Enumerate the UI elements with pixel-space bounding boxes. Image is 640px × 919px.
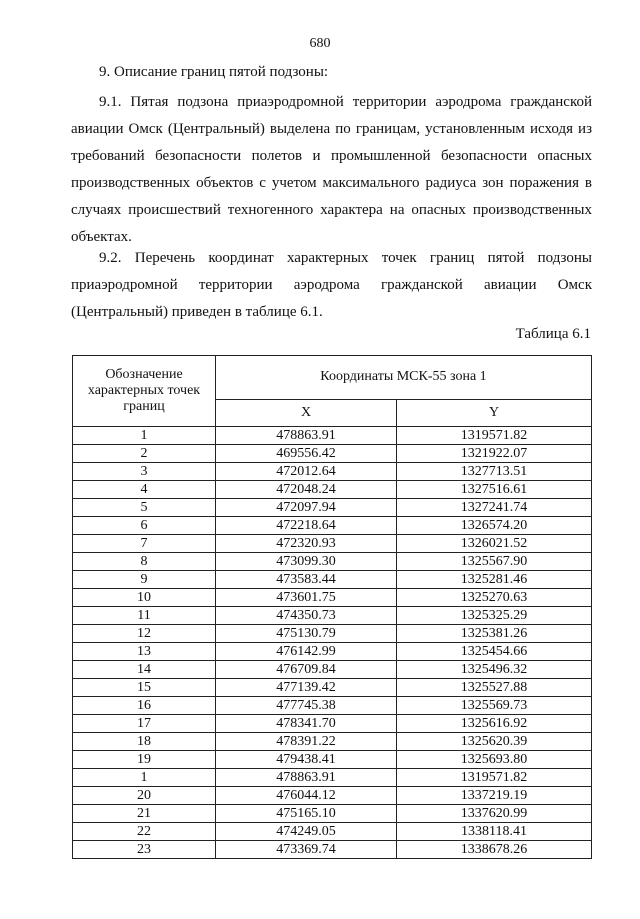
table-row — [73, 769, 592, 787]
table-row — [73, 679, 592, 697]
table-row — [73, 535, 592, 553]
table-row — [73, 427, 592, 445]
x-cell: 477745.38 — [216, 697, 397, 715]
y-cell: 1325270.63 — [397, 589, 592, 607]
point-cell: 10 — [73, 589, 216, 607]
table-row — [73, 445, 592, 463]
table-row — [73, 787, 592, 805]
table-row — [73, 751, 592, 769]
table-row — [73, 607, 592, 625]
table-row — [73, 625, 592, 643]
x-cell: 478863.91 — [216, 769, 397, 787]
page-number: 680 — [309, 36, 331, 51]
table-caption: Таблица 6.1 — [515, 326, 591, 342]
table-row — [73, 643, 592, 661]
y-cell: 1338678.26 — [397, 841, 592, 859]
x-cell: 479438.41 — [216, 751, 397, 769]
y-cell: 1325567.90 — [397, 553, 592, 571]
point-cell: 23 — [73, 841, 216, 859]
x-cell: 478341.70 — [216, 715, 397, 733]
x-cell: 476709.84 — [216, 661, 397, 679]
x-cell: 473369.74 — [216, 841, 397, 859]
x-cell: 476044.12 — [216, 787, 397, 805]
point-cell: 12 — [73, 625, 216, 643]
x-cell: 472048.24 — [216, 481, 397, 499]
table-row — [73, 823, 592, 841]
header-point-designation: Обозначение характерных точек границ — [73, 356, 216, 427]
point-cell: 18 — [73, 733, 216, 751]
point-cell: 17 — [73, 715, 216, 733]
x-cell: 476142.99 — [216, 643, 397, 661]
y-cell: 1325281.46 — [397, 571, 592, 589]
point-cell: 4 — [73, 481, 216, 499]
point-cell: 20 — [73, 787, 216, 805]
point-cell: 11 — [73, 607, 216, 625]
y-cell: 1337620.99 — [397, 805, 592, 823]
point-cell: 6 — [73, 517, 216, 535]
point-cell: 1 — [73, 427, 216, 445]
y-cell: 1326021.52 — [397, 535, 592, 553]
table-row — [73, 661, 592, 679]
x-cell: 478863.91 — [216, 427, 397, 445]
y-cell: 1325496.32 — [397, 661, 592, 679]
y-cell: 1337219.19 — [397, 787, 592, 805]
point-cell: 16 — [73, 697, 216, 715]
table-row — [73, 715, 592, 733]
paragraph-9-1: 9.1. Пятая подзона приаэродромной территории аэродрома гражданской авиации Омск (Центральный) выделена по границам, установленным исходя из требований безопасности полетов и промышленной безопасности опасных производственных объектов с учетом максимального радиуса зон поражения в случаях происшествий техногенного характера на опасных производственных объектах. — [71, 94, 592, 245]
paragraph-9-2: 9.2. Перечень координат характерных точек границ пятой подзоны приаэродромной территории аэродрома гражданской авиации Омск (Центральный) приведен в таблице 6.1. — [71, 250, 592, 320]
section-heading: 9. Описание границ пятой подзоны: — [99, 64, 329, 80]
y-cell: 1325693.80 — [397, 751, 592, 769]
header-y: Y — [397, 399, 592, 426]
y-cell: 1327713.51 — [397, 463, 592, 481]
y-cell: 1325325.29 — [397, 607, 592, 625]
y-cell: 1326574.20 — [397, 517, 592, 535]
table-row — [73, 553, 592, 571]
point-cell: 2 — [73, 445, 216, 463]
table-row — [73, 571, 592, 589]
x-cell: 474350.73 — [216, 607, 397, 625]
x-cell: 474249.05 — [216, 823, 397, 841]
y-cell: 1327516.61 — [397, 481, 592, 499]
table-row — [73, 697, 592, 715]
y-cell: 1325620.39 — [397, 733, 592, 751]
y-cell: 1325454.66 — [397, 643, 592, 661]
x-cell: 472012.64 — [216, 463, 397, 481]
header-coordinates: Координаты МСК-55 зона 1 — [216, 356, 592, 400]
point-cell: 14 — [73, 661, 216, 679]
y-cell: 1325381.26 — [397, 625, 592, 643]
x-cell: 473601.75 — [216, 589, 397, 607]
point-cell: 5 — [73, 499, 216, 517]
y-cell: 1319571.82 — [397, 769, 592, 787]
x-cell: 472218.64 — [216, 517, 397, 535]
table-row — [73, 841, 592, 859]
y-cell: 1325569.73 — [397, 697, 592, 715]
x-cell: 473099.30 — [216, 553, 397, 571]
point-cell: 15 — [73, 679, 216, 697]
point-cell: 7 — [73, 535, 216, 553]
x-cell: 478391.22 — [216, 733, 397, 751]
table-row — [73, 481, 592, 499]
table-row — [73, 805, 592, 823]
y-cell: 1325616.92 — [397, 715, 592, 733]
y-cell: 1325527.88 — [397, 679, 592, 697]
table-row — [73, 463, 592, 481]
y-cell: 1321922.07 — [397, 445, 592, 463]
point-cell: 8 — [73, 553, 216, 571]
x-cell: 477139.42 — [216, 679, 397, 697]
x-cell: 472320.93 — [216, 535, 397, 553]
table-body — [73, 427, 592, 859]
table-row — [73, 499, 592, 517]
point-cell: 9 — [73, 571, 216, 589]
x-cell: 472097.94 — [216, 499, 397, 517]
x-cell: 473583.44 — [216, 571, 397, 589]
point-cell: 13 — [73, 643, 216, 661]
coordinates-table — [72, 355, 592, 859]
y-cell: 1327241.74 — [397, 499, 592, 517]
x-cell: 475130.79 — [216, 625, 397, 643]
point-cell: 1 — [73, 769, 216, 787]
header-x: X — [216, 399, 397, 426]
point-cell: 3 — [73, 463, 216, 481]
x-cell: 469556.42 — [216, 445, 397, 463]
point-cell: 19 — [73, 751, 216, 769]
x-cell: 475165.10 — [216, 805, 397, 823]
table-row — [73, 589, 592, 607]
y-cell: 1338118.41 — [397, 823, 592, 841]
y-cell: 1319571.82 — [397, 427, 592, 445]
table-row — [73, 517, 592, 535]
point-cell: 21 — [73, 805, 216, 823]
table-row — [73, 733, 592, 751]
point-cell: 22 — [73, 823, 216, 841]
